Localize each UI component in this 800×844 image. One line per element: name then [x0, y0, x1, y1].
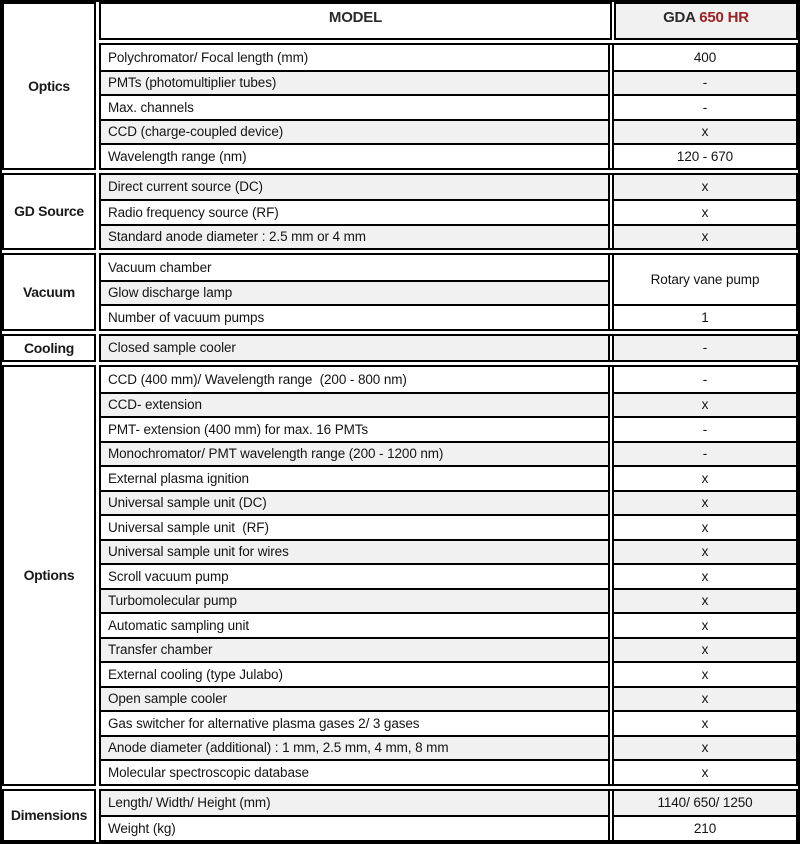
feature-label: Scroll vacuum pump — [108, 568, 229, 584]
feature-label: Standard anode diameter : 2.5 mm or 4 mm — [108, 229, 366, 245]
feature-label: Closed sample cooler — [108, 340, 236, 356]
feature-cell — [101, 336, 610, 361]
value-text: 1 — [701, 309, 709, 325]
value-text: x — [701, 740, 709, 756]
value-text: - — [702, 99, 708, 115]
feature-label: CCD (400 mm)/ Wavelength range (200 - 800 nm) — [108, 371, 407, 387]
category-label: Dimensions — [10, 807, 88, 823]
value-cell — [612, 416, 796, 441]
value-cell — [612, 224, 796, 249]
feature-label: External plasma ignition — [108, 470, 249, 486]
value-text: 210 — [693, 820, 717, 836]
feature-label: Transfer chamber — [108, 642, 213, 658]
feature-cell — [101, 70, 610, 95]
feature-label: Molecular spectroscopic database — [108, 764, 309, 780]
value-text: x — [701, 568, 709, 584]
value-text: - — [702, 446, 708, 462]
feature-cell — [101, 280, 610, 305]
value-text: x — [701, 666, 709, 682]
section-optics — [99, 43, 798, 170]
category-label: Optics — [28, 77, 70, 94]
value-cell — [612, 490, 796, 515]
value-cell — [612, 45, 796, 70]
feature-cell — [101, 255, 610, 280]
value-cell — [612, 441, 796, 466]
value-cell — [612, 392, 796, 417]
model-header-cell — [99, 2, 612, 40]
feature-label: External cooling (type Julabo) — [108, 666, 283, 682]
feature-cell — [101, 514, 610, 539]
category-cell-dimensions — [2, 789, 96, 842]
value-text: x — [701, 691, 709, 707]
category-label: Options — [23, 567, 75, 584]
section-gd-source — [99, 173, 798, 251]
category-label: Vacuum — [23, 283, 75, 300]
feature-label: Open sample cooler — [108, 691, 228, 707]
value-cell — [612, 686, 796, 711]
value-cell — [612, 199, 796, 224]
feature-label: Anode diameter (additional) : 1 mm, 2.5 mm, 4 mm, 8 mm — [108, 740, 449, 756]
feature-cell — [101, 224, 610, 249]
value-cell — [612, 539, 796, 564]
value-cell — [612, 465, 796, 490]
feature-cell — [101, 416, 610, 441]
feature-cell — [101, 367, 610, 392]
value-text: x — [701, 204, 709, 220]
feature-label: Radio frequency source (RF) — [108, 204, 279, 220]
feature-cell — [101, 686, 610, 711]
value-cell — [612, 70, 796, 95]
feature-label: Monochromator/ PMT wavelength range (200 - 1200 nm) — [108, 446, 444, 462]
feature-cell — [101, 661, 610, 686]
feature-cell — [101, 612, 610, 637]
value-cell — [612, 710, 796, 735]
category-cell-optics — [2, 2, 96, 170]
feature-label: Number of vacuum pumps — [108, 309, 265, 325]
feature-cell — [101, 735, 610, 760]
feature-cell — [101, 45, 610, 70]
main-column — [99, 2, 798, 842]
value-text: x — [701, 642, 709, 658]
value-cell — [612, 94, 796, 119]
value-text: x — [701, 124, 709, 140]
section-vacuum — [99, 253, 798, 331]
feature-cell — [101, 199, 610, 224]
value-text: x — [701, 715, 709, 731]
feature-label: PMTs (photomultiplier tubes) — [108, 75, 277, 91]
value-text: x — [701, 593, 709, 609]
feature-cell — [101, 143, 610, 168]
feature-label: Length/ Width/ Height (mm) — [108, 795, 271, 811]
feature-label: Wavelength range (nm) — [108, 148, 247, 164]
value-cell — [612, 759, 796, 784]
product-name-highlight: 650 HR — [699, 9, 749, 26]
value-text: Rotary vane pump — [650, 272, 760, 287]
value-text: - — [702, 371, 708, 387]
value-cell — [612, 175, 796, 200]
value-cell — [612, 563, 796, 588]
value-cell — [612, 637, 796, 662]
category-cell-cooling — [2, 334, 96, 363]
feature-label: Universal sample unit (DC) — [108, 495, 267, 511]
value-cell — [612, 336, 796, 361]
feature-label: Glow discharge lamp — [108, 285, 233, 301]
value-text: x — [701, 764, 709, 780]
feature-cell — [101, 119, 610, 144]
product-header-cell — [614, 2, 798, 40]
value-cell — [612, 661, 796, 686]
feature-cell — [101, 441, 610, 466]
value-cell — [612, 119, 796, 144]
feature-label: Universal sample unit for wires — [108, 544, 289, 560]
value-cell — [612, 588, 796, 613]
category-label: GD Source — [14, 203, 84, 220]
feature-cell — [101, 791, 610, 816]
category-cell-vacuum — [2, 253, 96, 331]
value-text: - — [702, 340, 708, 356]
value-text: x — [701, 179, 709, 195]
feature-cell — [101, 637, 610, 662]
feature-cell — [101, 759, 610, 784]
feature-cell — [101, 710, 610, 735]
value-text: x — [701, 544, 709, 560]
value-text: x — [701, 397, 709, 413]
feature-label: Vacuum chamber — [108, 259, 212, 275]
value-text: x — [701, 519, 709, 535]
feature-cell — [101, 465, 610, 490]
feature-label: Automatic sampling unit — [108, 617, 250, 633]
feature-cell — [101, 539, 610, 564]
feature-label: Direct current source (DC) — [108, 179, 263, 195]
value-cell — [612, 255, 796, 304]
value-cell — [612, 367, 796, 392]
feature-label: CCD (charge-coupled device) — [108, 124, 284, 140]
section-cooling — [99, 334, 798, 363]
category-label: Cooling — [24, 339, 74, 356]
value-cell — [612, 815, 796, 840]
value-cell — [612, 143, 796, 168]
value-text: 400 — [693, 49, 717, 65]
feature-cell — [101, 175, 610, 200]
value-text: - — [702, 421, 708, 437]
feature-label: Turbomolecular pump — [108, 593, 237, 609]
value-cell — [612, 735, 796, 760]
value-text: x — [701, 470, 709, 486]
value-cell — [612, 791, 796, 816]
section-options — [99, 365, 798, 786]
feature-cell — [101, 490, 610, 515]
feature-label: Universal sample unit (RF) — [108, 519, 269, 535]
feature-cell — [101, 392, 610, 417]
feature-label: PMT- extension (400 mm) for max. 16 PMTs — [108, 421, 369, 437]
value-text: x — [701, 495, 709, 511]
feature-cell — [101, 94, 610, 119]
value-cell — [612, 612, 796, 637]
value-text: x — [701, 617, 709, 633]
feature-cell — [101, 563, 610, 588]
feature-label: CCD- extension — [108, 397, 202, 413]
value-cell — [612, 304, 796, 329]
feature-label: Max. channels — [108, 99, 194, 115]
value-text: 1140/ 650/ 1250 — [657, 795, 753, 811]
value-cell — [612, 514, 796, 539]
feature-cell — [101, 304, 610, 329]
table-header-row — [99, 2, 798, 40]
feature-label: Weight (kg) — [108, 820, 176, 836]
model-header-label: MODEL — [328, 9, 383, 26]
category-column — [2, 2, 96, 842]
product-name-prefix: GDA — [663, 9, 700, 26]
feature-cell — [101, 588, 610, 613]
feature-label: Polychromator/ Focal length (mm) — [108, 49, 309, 65]
value-text: - — [702, 75, 708, 91]
value-text: 120 - 670 — [676, 148, 734, 164]
feature-label: Gas switcher for alternative plasma gases 2/ 3 gases — [108, 715, 420, 731]
feature-cell — [101, 815, 610, 840]
value-text: x — [701, 229, 709, 245]
section-dimensions — [99, 789, 798, 842]
category-cell-options — [2, 365, 96, 786]
category-cell-gd-source — [2, 173, 96, 251]
